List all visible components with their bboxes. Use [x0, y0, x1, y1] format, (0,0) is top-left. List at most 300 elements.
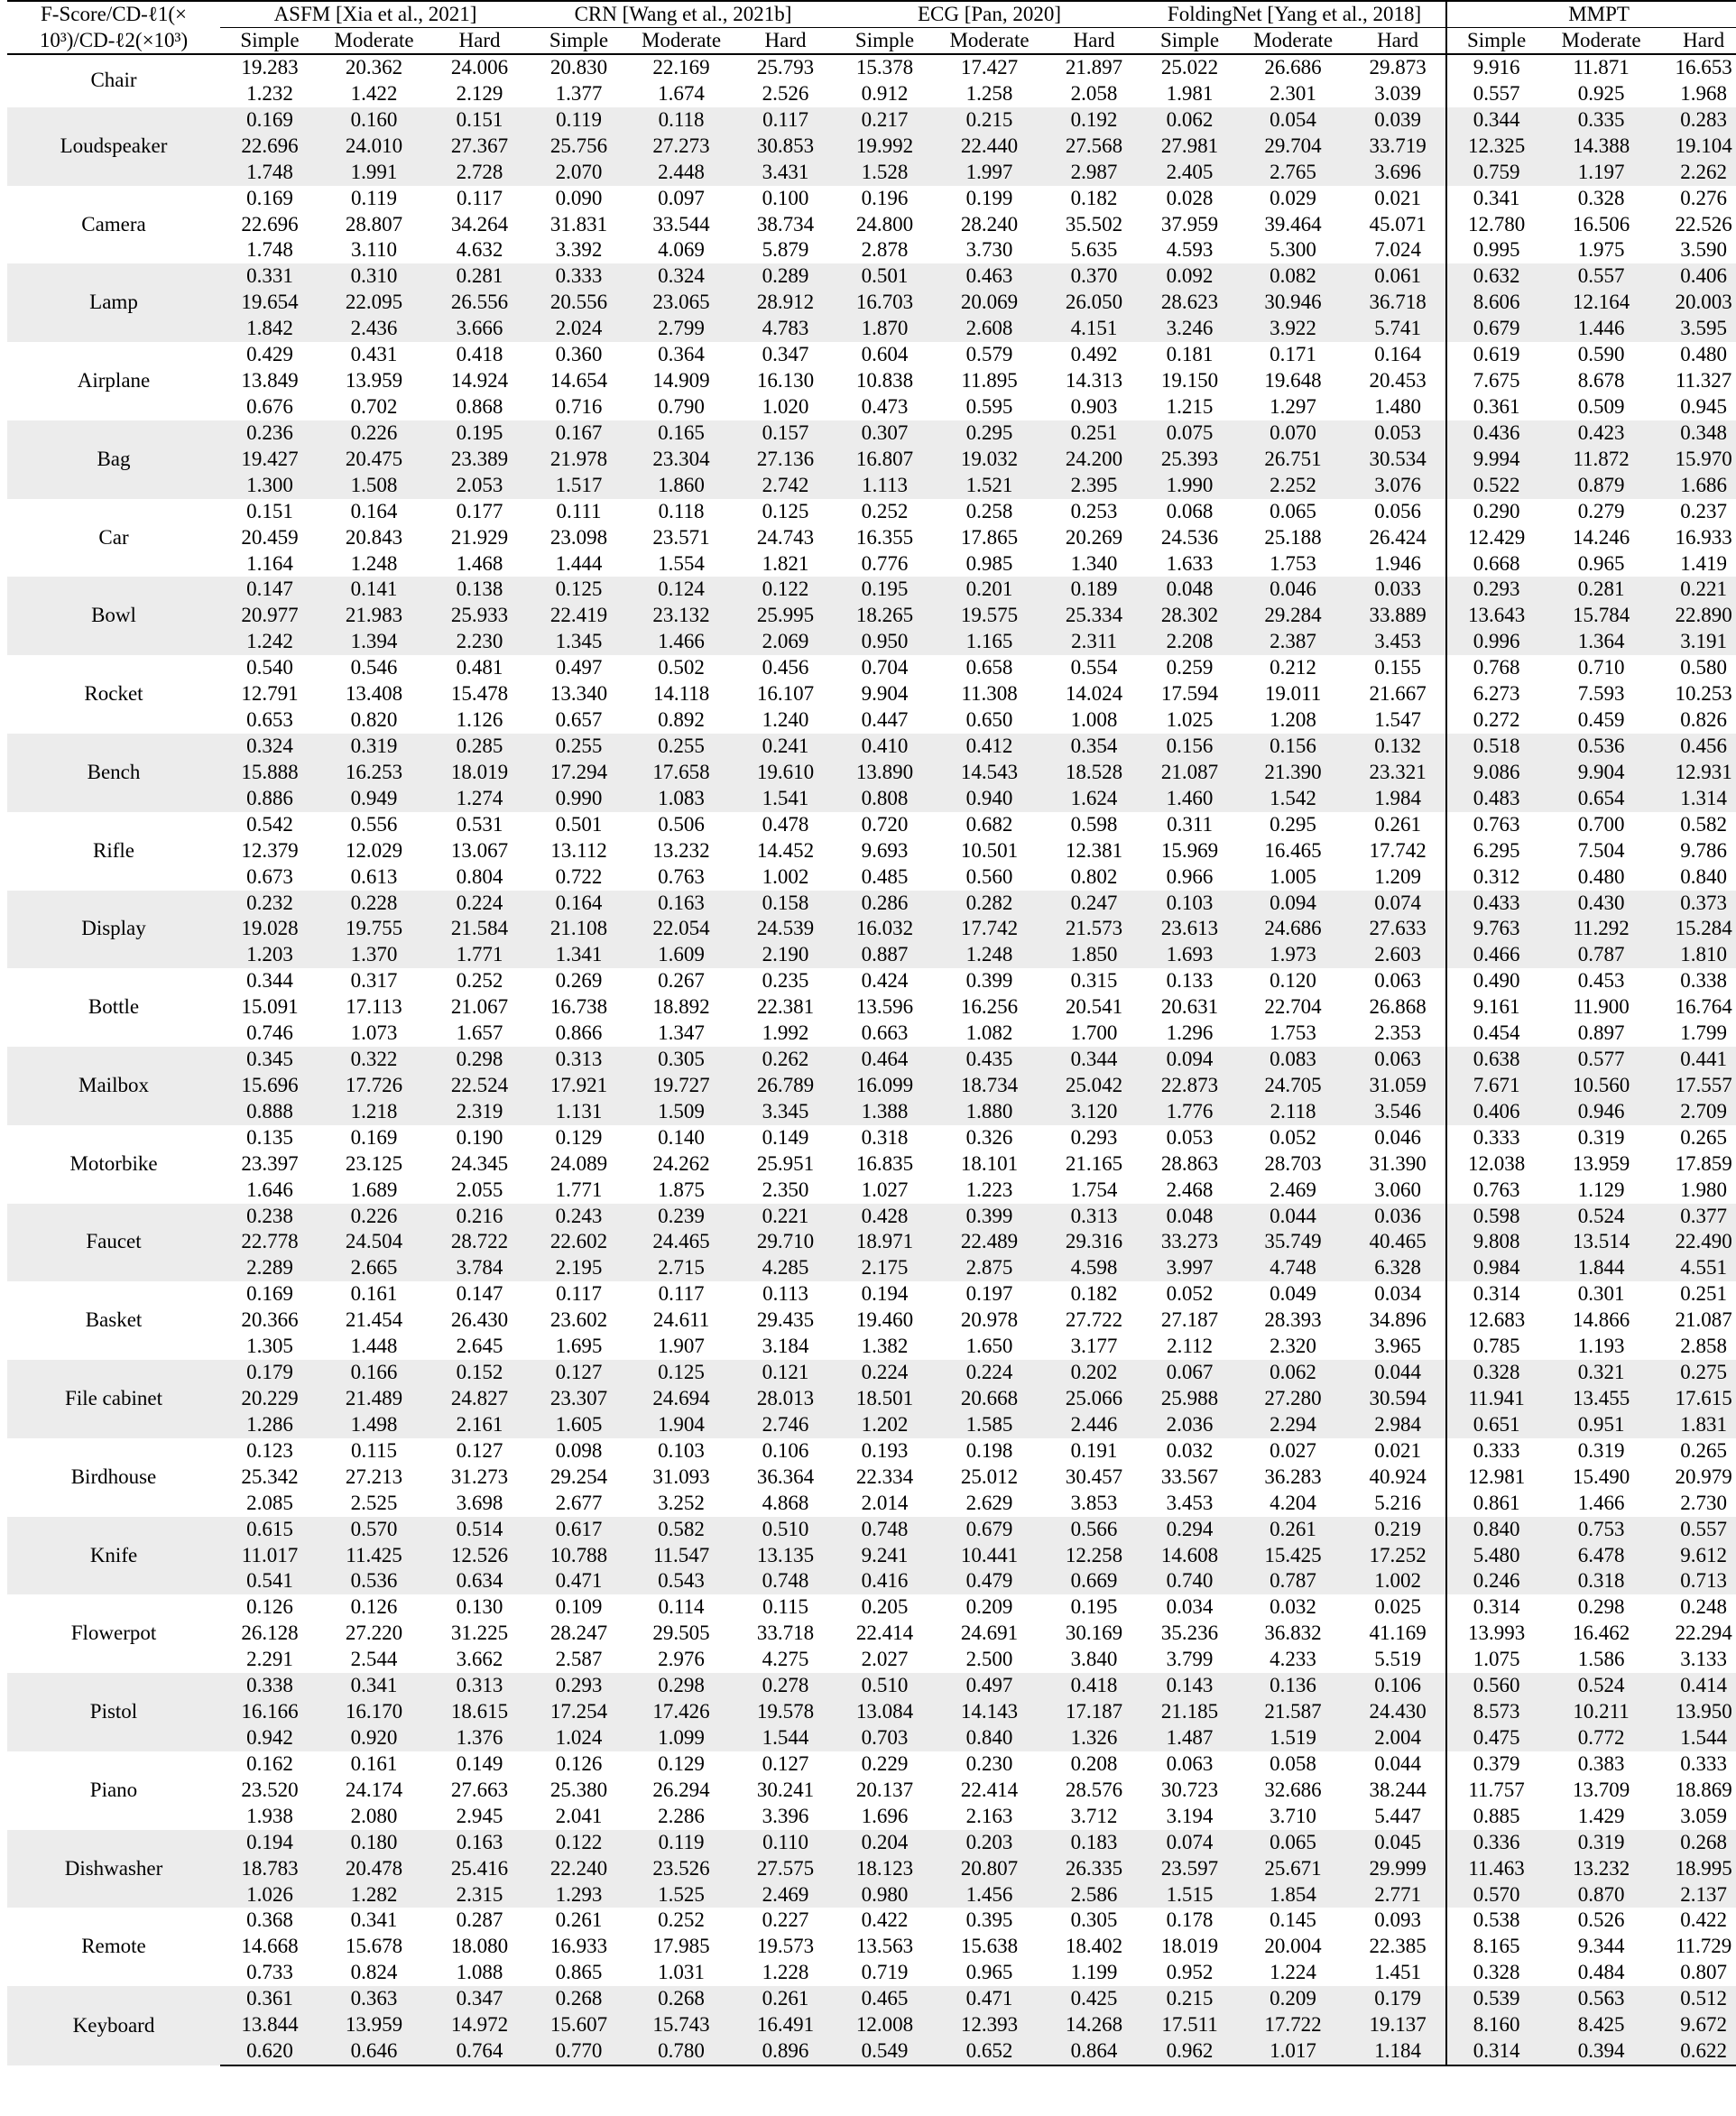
value-cell: 3.799 — [1166, 1648, 1214, 1671]
value-cell: 0.029 — [1270, 186, 1316, 209]
value-cell: 7.593 — [1577, 682, 1625, 706]
value-cell: 22.169 — [652, 56, 710, 79]
value-cell: 0.063 — [1166, 1751, 1214, 1775]
value-cell: 1.860 — [627, 473, 735, 499]
value-cell: 0.840 — [1446, 1517, 1546, 1543]
value-cell: 31.831 — [549, 212, 608, 236]
value-cell: 0.052 — [1270, 1125, 1316, 1149]
value-cell: 13.959 — [1572, 1151, 1630, 1175]
level-header: Moderate — [1546, 28, 1657, 55]
value-cell: 16.703 — [836, 290, 934, 316]
table-row — [7, 707, 1736, 734]
value-cell: 0.395 — [965, 1908, 1013, 1932]
value-cell: 0.679 — [934, 1517, 1045, 1543]
value-cell: 0.321 — [1546, 1360, 1657, 1386]
value-cell: 1.002 — [762, 864, 809, 888]
value-cell: 1.444 — [555, 551, 603, 575]
value-cell: 0.062 — [1236, 1360, 1350, 1386]
value-cell: 0.293 — [531, 1673, 627, 1699]
value-cell: 0.132 — [1350, 734, 1446, 760]
value-cell: 1.466 — [1577, 1491, 1625, 1514]
value-cell: 16.032 — [836, 916, 934, 942]
value-cell: 1.544 — [1657, 1725, 1736, 1751]
value-cell: 2.645 — [456, 1335, 503, 1358]
value-cell: 19.648 — [1264, 369, 1322, 393]
value-cell: 22.419 — [531, 603, 627, 629]
value-cell: 0.383 — [1577, 1751, 1625, 1775]
value-cell: 16.933 — [549, 1935, 608, 1958]
value-cell: 2.036 — [1143, 1412, 1236, 1438]
value-cell: 0.654 — [1546, 786, 1657, 812]
value-cell: 22.704 — [1264, 995, 1322, 1019]
value-cell: 0.252 — [658, 1908, 705, 1932]
value-cell: 0.097 — [658, 186, 705, 209]
value-cell: 24.827 — [429, 1386, 531, 1412]
table-row — [7, 1804, 1736, 1830]
value-cell: 0.053 — [1350, 420, 1446, 447]
value-cell: 0.560 — [965, 864, 1013, 888]
category-label: Camera — [81, 212, 146, 236]
value-cell: 0.098 — [555, 1438, 603, 1462]
value-cell: 1.498 — [319, 1412, 429, 1438]
value-cell: 2.024 — [531, 316, 627, 342]
value-cell: 10.501 — [960, 838, 1019, 862]
value-cell: 0.896 — [735, 2038, 836, 2065]
value-cell: 1.980 — [1680, 1178, 1727, 1201]
value-cell: 1.031 — [658, 1961, 705, 1984]
value-cell: 0.243 — [531, 1204, 627, 1230]
value-cell: 0.313 — [429, 1673, 531, 1699]
value-cell: 1.218 — [319, 1099, 429, 1125]
table-row — [7, 1751, 1736, 1778]
value-cell: 12.526 — [429, 1543, 531, 1569]
value-cell: 27.568 — [1045, 134, 1143, 160]
value-cell: 0.418 — [456, 343, 503, 366]
value-cell: 20.004 — [1264, 1935, 1322, 1958]
table-row — [7, 1830, 1736, 1856]
value-cell: 3.840 — [1070, 1648, 1118, 1671]
value-cell: 0.203 — [934, 1830, 1045, 1856]
value-cell: 26.751 — [1236, 447, 1350, 473]
value-cell: 13.408 — [345, 682, 403, 706]
value-cell: 22.334 — [855, 1465, 914, 1488]
value-cell: 41.169 — [1369, 1622, 1427, 1645]
value-cell: 1.073 — [350, 1021, 398, 1045]
table-row — [7, 1204, 1736, 1230]
value-cell: 27.280 — [1236, 1386, 1350, 1412]
value-cell: 1.468 — [456, 551, 503, 575]
value-cell: 0.161 — [350, 1282, 398, 1306]
value-cell: 0.700 — [1577, 812, 1625, 836]
value-cell: 3.431 — [735, 160, 836, 186]
value-cell: 0.598 — [1070, 812, 1118, 836]
value-cell: 2.163 — [965, 1804, 1013, 1827]
value-cell: 0.333 — [1446, 1125, 1546, 1151]
table-row — [7, 81, 1736, 107]
value-cell: 17.726 — [319, 1073, 429, 1099]
value-cell: 0.215 — [934, 107, 1045, 134]
value-cell: 16.170 — [319, 1699, 429, 1725]
value-cell: 34.264 — [450, 212, 509, 236]
value-cell: 0.127 — [456, 1438, 503, 1462]
value-cell: 26.335 — [1045, 1856, 1143, 1882]
value-cell: 11.729 — [1675, 1935, 1732, 1958]
value-cell: 25.988 — [1143, 1386, 1236, 1412]
table-row — [7, 1986, 1736, 2012]
value-cell: 0.127 — [762, 1751, 809, 1775]
value-cell: 22.696 — [220, 134, 319, 160]
value-cell: 0.713 — [1657, 1568, 1736, 1594]
value-cell: 2.608 — [934, 316, 1045, 342]
value-cell: 25.756 — [531, 134, 627, 160]
value-cell: 0.373 — [1657, 891, 1736, 917]
value-cell: 0.189 — [1045, 577, 1143, 603]
value-cell: 5.879 — [762, 238, 809, 262]
table-row — [7, 1960, 1736, 1986]
value-cell: 1.460 — [1143, 786, 1236, 812]
value-cell: 0.117 — [556, 1282, 602, 1306]
value-cell: 3.133 — [1680, 1648, 1727, 1671]
value-cell: 18.528 — [1045, 760, 1143, 786]
value-cell: 0.652 — [934, 2038, 1045, 2065]
value-cell: 11.941 — [1446, 1386, 1546, 1412]
value-cell: 18.265 — [836, 603, 934, 629]
value-cell: 1.382 — [861, 1335, 909, 1358]
value-cell: 0.634 — [429, 1568, 531, 1594]
value-cell: 36.364 — [756, 1465, 815, 1488]
value-cell: 11.308 — [961, 682, 1018, 706]
value-cell: 1.203 — [220, 942, 319, 968]
value-cell: 0.164 — [350, 499, 398, 522]
value-cell: 0.702 — [350, 394, 398, 418]
value-cell: 1.131 — [531, 1099, 627, 1125]
value-cell: 19.032 — [934, 447, 1045, 473]
value-cell: 0.265 — [1680, 1438, 1727, 1462]
value-cell: 0.070 — [1236, 420, 1350, 447]
value-cell: 0.127 — [531, 1360, 627, 1386]
value-cell: 9.786 — [1680, 838, 1727, 862]
value-cell: 0.169 — [246, 186, 293, 209]
value-cell: 31.059 — [1350, 1073, 1446, 1099]
table-row — [7, 1594, 1736, 1621]
value-cell: 0.518 — [1446, 734, 1546, 760]
value-cell: 21.390 — [1236, 760, 1350, 786]
value-cell: 0.192 — [1045, 107, 1143, 134]
value-cell: 0.531 — [456, 812, 503, 836]
value-cell: 0.318 — [861, 1125, 909, 1149]
value-cell: 23.526 — [627, 1856, 735, 1882]
value-cell: 0.044 — [1236, 1204, 1350, 1230]
value-cell: 0.268 — [531, 1986, 627, 2012]
value-cell: 0.179 — [220, 1360, 319, 1386]
value-cell: 20.807 — [934, 1856, 1045, 1882]
value-cell: 2.387 — [1236, 629, 1350, 655]
value-cell: 1.771 — [555, 1178, 603, 1201]
value-cell: 21.489 — [319, 1386, 429, 1412]
value-cell: 1.753 — [1270, 551, 1316, 575]
value-cell: 0.063 — [1374, 969, 1421, 993]
value-cell: 10.253 — [1675, 682, 1732, 706]
value-cell: 19.992 — [836, 134, 934, 160]
value-cell: 17.722 — [1236, 2012, 1350, 2038]
value-cell: 30.169 — [1065, 1622, 1123, 1645]
value-cell: 33.718 — [756, 1622, 815, 1645]
value-cell: 0.669 — [1045, 1568, 1143, 1594]
value-cell: 2.252 — [1236, 473, 1350, 499]
value-cell: 0.598 — [1446, 1204, 1546, 1230]
value-cell: 1.519 — [1236, 1725, 1350, 1751]
value-cell: 0.305 — [1070, 1908, 1118, 1932]
table-row — [7, 577, 1736, 603]
value-cell: 13.135 — [735, 1543, 836, 1569]
value-cell: 1.422 — [350, 81, 398, 105]
value-cell: 12.008 — [836, 2012, 934, 2038]
value-cell: 0.180 — [319, 1830, 429, 1856]
value-cell: 1.286 — [220, 1412, 319, 1438]
value-cell: 13.950 — [1657, 1699, 1736, 1725]
value-cell: 0.912 — [861, 81, 909, 105]
value-cell: 19.573 — [756, 1935, 815, 1958]
category-label: Faucet — [7, 1204, 220, 1282]
value-cell: 0.230 — [965, 1751, 1013, 1775]
value-cell: 19.578 — [735, 1699, 836, 1725]
value-cell: 22.778 — [220, 1229, 319, 1255]
value-cell: 0.067 — [1143, 1360, 1236, 1386]
value-cell: 15.091 — [241, 995, 299, 1019]
value-cell: 0.787 — [1546, 942, 1657, 968]
table-row — [7, 54, 1736, 81]
value-cell: 0.347 — [762, 343, 809, 366]
value-cell: 0.122 — [735, 577, 836, 603]
value-cell: 19.755 — [319, 916, 429, 942]
value-cell: 15.678 — [345, 1935, 403, 1958]
value-cell: 1.429 — [1577, 1804, 1625, 1827]
value-cell: 0.512 — [1657, 1986, 1736, 2012]
value-cell: 0.501 — [555, 812, 603, 836]
value-cell: 0.293 — [1070, 1125, 1118, 1149]
value-cell: 15.696 — [220, 1073, 319, 1099]
value-cell: 6.328 — [1350, 1255, 1446, 1281]
table-row — [7, 1882, 1736, 1908]
value-cell: 0.570 — [319, 1517, 429, 1543]
value-cell: 2.665 — [319, 1255, 429, 1281]
value-cell: 0.025 — [1374, 1595, 1421, 1619]
value-cell: 13.232 — [1546, 1856, 1657, 1882]
value-cell: 1.938 — [246, 1804, 293, 1827]
value-cell: 29.710 — [735, 1229, 836, 1255]
value-cell: 0.617 — [531, 1517, 627, 1543]
value-cell: 27.187 — [1160, 1308, 1219, 1332]
value-cell: 0.209 — [1236, 1986, 1350, 2012]
value-cell: 15.970 — [1657, 447, 1736, 473]
value-cell: 2.320 — [1270, 1335, 1316, 1358]
value-cell: 3.696 — [1350, 160, 1446, 186]
value-cell: 16.835 — [855, 1151, 914, 1175]
value-cell: 2.878 — [861, 238, 909, 262]
value-cell: 0.147 — [220, 577, 319, 603]
value-cell: 0.194 — [861, 1282, 909, 1306]
value-cell: 0.217 — [836, 107, 934, 134]
value-cell: 31.390 — [1369, 1151, 1427, 1175]
value-cell: 1.027 — [861, 1178, 909, 1201]
value-cell: 1.314 — [1657, 786, 1736, 812]
value-cell: 1.020 — [762, 394, 809, 418]
value-cell: 27.633 — [1350, 916, 1446, 942]
value-cell: 23.098 — [549, 525, 608, 549]
value-cell: 1.754 — [1070, 1178, 1118, 1201]
value-cell: 18.869 — [1675, 1778, 1732, 1801]
value-cell: 20.475 — [319, 447, 429, 473]
table-row — [7, 1334, 1736, 1360]
table-row — [7, 1673, 1736, 1699]
value-cell: 22.385 — [1369, 1935, 1427, 1958]
value-cell: 15.378 — [855, 56, 914, 79]
method-header-foldingnet: FoldingNet [Yang et al., 2018] — [1143, 1, 1446, 28]
value-cell: 0.453 — [1577, 969, 1625, 993]
value-cell: 14.909 — [652, 369, 710, 393]
value-cell: 0.093 — [1374, 1908, 1421, 1932]
value-cell: 0.347 — [429, 1986, 531, 2012]
value-cell: 20.459 — [241, 525, 299, 549]
value-cell: 10.788 — [531, 1543, 627, 1569]
value-cell: 0.682 — [965, 812, 1013, 836]
value-cell: 26.686 — [1264, 56, 1322, 79]
value-cell: 28.722 — [429, 1229, 531, 1255]
value-cell: 1.776 — [1143, 1099, 1236, 1125]
value-cell: 3.076 — [1350, 473, 1446, 499]
value-cell: 0.201 — [934, 577, 1045, 603]
value-cell: 0.075 — [1143, 420, 1236, 447]
level-header: Simple — [220, 28, 319, 55]
value-cell: 1.394 — [319, 629, 429, 655]
value-cell: 0.478 — [762, 812, 809, 836]
table-row — [7, 629, 1736, 655]
value-cell: 9.808 — [1446, 1229, 1546, 1255]
value-cell: 17.594 — [1160, 682, 1219, 706]
value-cell: 1.946 — [1374, 551, 1421, 575]
value-cell: 0.198 — [965, 1438, 1013, 1462]
value-cell: 0.422 — [861, 1908, 909, 1932]
value-cell: 0.638 — [1446, 1047, 1546, 1073]
value-cell: 1.870 — [836, 316, 934, 342]
value-cell: 14.246 — [1572, 525, 1630, 549]
value-cell: 16.107 — [756, 682, 815, 706]
value-cell: 0.996 — [1446, 629, 1546, 655]
table-row — [7, 1412, 1736, 1438]
value-cell: 14.024 — [1065, 682, 1123, 706]
value-cell: 16.253 — [319, 760, 429, 786]
level-header: Hard — [735, 28, 836, 55]
table-row — [7, 1568, 1736, 1594]
value-cell: 1.075 — [1446, 1647, 1546, 1673]
value-cell: 29.254 — [549, 1465, 608, 1488]
value-cell: 18.019 — [1160, 1935, 1219, 1958]
value-cell: 9.086 — [1446, 760, 1546, 786]
value-cell: 0.328 — [1577, 186, 1625, 209]
value-cell: 0.268 — [627, 1986, 735, 2012]
value-cell: 3.546 — [1350, 1099, 1446, 1125]
table-row — [7, 394, 1736, 420]
value-cell: 1.088 — [456, 1961, 503, 1984]
value-cell: 0.965 — [965, 1961, 1013, 1984]
value-cell: 21.573 — [1045, 916, 1143, 942]
value-cell: 4.275 — [762, 1648, 809, 1671]
value-cell: 1.586 — [1577, 1648, 1625, 1671]
value-cell: 17.658 — [627, 760, 735, 786]
value-cell: 0.178 — [1166, 1908, 1214, 1932]
value-cell: 0.195 — [429, 420, 531, 447]
value-cell: 0.557 — [1546, 263, 1657, 290]
value-cell: 0.298 — [1577, 1595, 1625, 1619]
value-cell: 0.283 — [1657, 107, 1736, 134]
table-row — [7, 1517, 1736, 1543]
value-cell: 1.850 — [1045, 942, 1143, 968]
value-cell: 0.276 — [1680, 186, 1727, 209]
value-cell: 0.314 — [1446, 2038, 1546, 2065]
table-row — [7, 968, 1736, 994]
table-body — [7, 54, 1736, 2065]
value-cell: 28.247 — [549, 1622, 608, 1645]
value-cell: 0.885 — [1446, 1804, 1546, 1830]
value-cell: 2.742 — [735, 473, 836, 499]
value-cell: 12.931 — [1657, 760, 1736, 786]
value-cell: 25.416 — [429, 1856, 531, 1882]
level-header: Simple — [1143, 28, 1236, 55]
method-header-mmpt: MMPT — [1446, 1, 1736, 28]
value-cell: 20.977 — [220, 603, 319, 629]
category-label: Rocket — [84, 682, 143, 706]
value-cell: 0.298 — [429, 1047, 531, 1073]
value-cell: 0.056 — [1374, 499, 1421, 522]
value-cell: 29.316 — [1045, 1229, 1143, 1255]
value-cell: 2.544 — [350, 1648, 398, 1671]
value-cell: 0.524 — [1546, 1673, 1657, 1699]
value-cell: 17.921 — [531, 1073, 627, 1099]
value-cell: 0.720 — [861, 812, 909, 836]
value-cell: 0.125 — [531, 577, 627, 603]
value-cell: 3.194 — [1166, 1804, 1214, 1827]
value-cell: 13.844 — [220, 2012, 319, 2038]
category-label: Mailbox — [7, 1047, 220, 1125]
value-cell: 0.215 — [1143, 1986, 1236, 2012]
value-cell: 1.340 — [1070, 551, 1118, 575]
value-cell: 38.734 — [756, 212, 815, 236]
value-cell: 1.370 — [319, 942, 429, 968]
value-cell: 15.490 — [1572, 1465, 1630, 1488]
value-cell: 0.235 — [762, 969, 809, 993]
value-cell: 1.228 — [762, 1961, 809, 1984]
value-cell: 9.241 — [836, 1543, 934, 1569]
value-cell: 0.094 — [1143, 1047, 1236, 1073]
value-cell: 0.135 — [246, 1125, 293, 1149]
value-cell: 0.348 — [1657, 420, 1736, 447]
value-cell: 0.314 — [1446, 1594, 1546, 1621]
table-row — [7, 734, 1736, 760]
value-cell: 0.202 — [1045, 1360, 1143, 1386]
value-cell: 13.340 — [549, 682, 608, 706]
value-cell: 17.511 — [1143, 2012, 1236, 2038]
value-cell: 28.013 — [735, 1386, 836, 1412]
value-cell: 0.114 — [658, 1595, 705, 1619]
value-cell: 0.748 — [836, 1517, 934, 1543]
value-cell: 0.204 — [836, 1830, 934, 1856]
value-cell: 0.613 — [350, 864, 398, 888]
value-cell: 13.514 — [1546, 1229, 1657, 1255]
value-cell: 18.101 — [960, 1151, 1019, 1175]
value-cell: 15.638 — [960, 1935, 1019, 1958]
value-cell: 0.887 — [836, 942, 934, 968]
value-cell: 4.868 — [762, 1491, 809, 1514]
